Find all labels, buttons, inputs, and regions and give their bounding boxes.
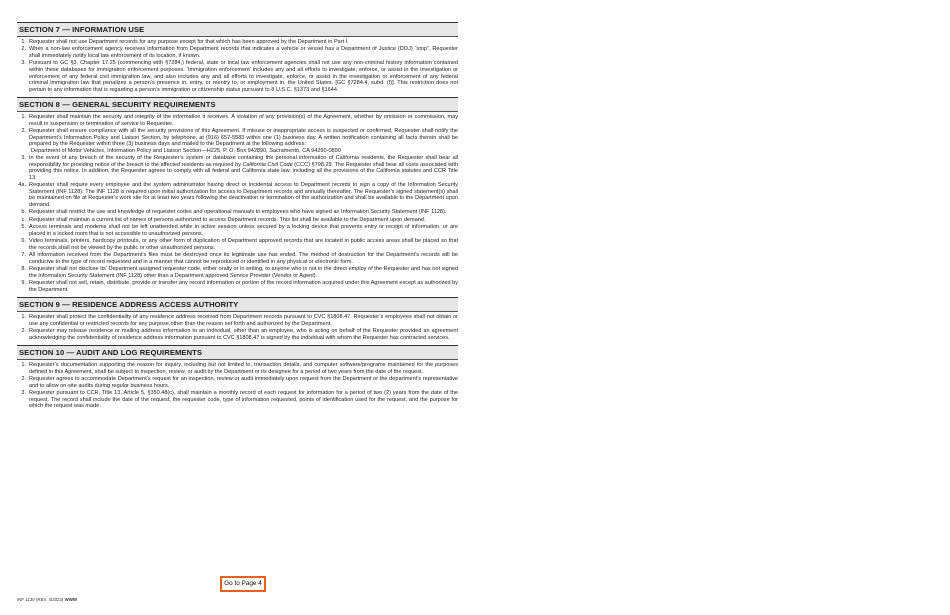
item-text (29, 182, 458, 208)
item-text (29, 60, 458, 93)
item-text-main: Requester shall require every employee and the system administrator having direct or incidental access to Department records to sign a copy of the Information Security Statement (INF 1128). The INF 1128 is required upon initial authorization for access to Department records and annually thereafter. The Requester’s signed statement(s) shall be maintained on file at Requester’s work site for at least two years following the deactivation or termination of the authorization and shall be available to the Department upon demand. (29, 182, 458, 208)
list-item (17, 209, 458, 216)
item-text-main: Requester shall not disclose its’ Department assigned requester code, either orally or in writing, to anyone who is not in the direct employ of the Requester and has not signed the Information Security Statement (INF 1128) other than a Department approved Service Provider (Vendor or Agent). (29, 266, 458, 279)
item-text-main: When a non-law enforcement agency receives information from Department records that indicates a vehicle or vessel has a Department of Justice (DOJ) “stop”, Requester shall immediately notify local law enforcement of its location, if known. (29, 46, 458, 59)
item-number: 7. (21, 252, 26, 259)
item-number: 2. (21, 328, 26, 335)
item-text (29, 209, 458, 216)
section-9 (17, 297, 458, 345)
item-text-main: All information received from the Department’s files must be destroyed once its legitimate use has ended. The method of destruction for the Department’s records will be conducive to the type of record requested and in a manner that cannot be reproduced or identified in any physical or electronic form. (29, 252, 458, 265)
list-item (17, 252, 458, 265)
form-id: INF 1130 (REV. 4/2023) (17, 597, 64, 602)
form-footer (17, 597, 77, 602)
item-number: 9. (21, 280, 26, 287)
form-tag: WWW (64, 597, 78, 602)
item-number: 4a. (18, 182, 26, 189)
item-text (29, 224, 458, 237)
section-8 (17, 97, 458, 297)
list-item (17, 314, 458, 327)
item-text-italic: California Civil Code (242, 161, 293, 168)
list-item (17, 182, 458, 208)
item-number: 3. (21, 390, 26, 396)
item-number: 1. (21, 114, 26, 121)
item-number: 1. (21, 362, 26, 369)
item-text (29, 39, 458, 46)
section-header: SECTION 7 — INFORMATION USE (17, 22, 458, 37)
list-item (17, 362, 458, 375)
item-number: c. (21, 216, 26, 223)
item-text (29, 46, 458, 59)
item-text (29, 128, 458, 154)
list-item (17, 390, 458, 410)
item-text-main: Video terminals, printers, hardcopy printouts, or any other form of duplication of Department approved records that are located in public access areas shall be placed so that the records shall not be viewed by the public or other unauthorized persons. (29, 238, 458, 251)
item-text (29, 238, 458, 251)
list-item (17, 376, 458, 389)
list-item (17, 155, 458, 181)
item-number: 2. (21, 376, 26, 383)
list-item (17, 266, 458, 279)
item-text-main: Requester shall maintain the security and integrity of the information it receives. A violation of any provision(s) of the Agreement, whether by omission or commission, may result in suspension or termination of service to Requester. (29, 114, 458, 127)
item-text (29, 362, 458, 375)
list-item (17, 217, 458, 224)
list-item (17, 46, 458, 59)
item-text (29, 266, 458, 279)
section-items (17, 112, 458, 297)
list-item (17, 39, 458, 46)
item-text (29, 114, 458, 127)
item-text-main: Requester shall restrict the use and knowledge of requester codes and operational manuals to employees who have signed an Information Security Statement (INF 1128). (29, 209, 447, 216)
item-number: 1. (21, 314, 26, 321)
item-text-main: Access terminals and modems shall not be left unattended while in active session unless secured by a locking device that prevents entry or receipt of information, or are placed in a locked room that is not accessible to unauthorized persons. (29, 224, 458, 237)
list-item (17, 128, 458, 154)
item-text (29, 314, 458, 327)
item-text-main: Requester shall maintain a current list of names of persons authorized to access Department records. This list shall be available to the Department upon demand. (29, 216, 426, 223)
document-page (17, 22, 458, 414)
section-items (17, 37, 458, 97)
item-text (29, 376, 458, 389)
item-text (29, 280, 458, 293)
list-item (17, 114, 458, 127)
section-header: SECTION 8 — GENERAL SECURITY REQUIREMENTS (17, 97, 458, 112)
section-7 (17, 22, 458, 97)
item-number: 3. (21, 155, 26, 162)
item-number: 2. (21, 128, 26, 135)
item-number: 1. (21, 39, 26, 45)
item-number: 2. (21, 46, 26, 53)
item-text-main: Requester shall protect the confidentiality of any residence address received from Department records pursuant to CVC §1808.47. Requester’s employees shall not obtain or use any confidential or restricted records for any purpose other than the reason set forth and authorized by the Department. (29, 314, 458, 327)
mailing-address: Department of Motor Vehicles, Information Policy and Liaison Section—H225, P. O. Box 942890, Sacramento, CA 94290-0890 (31, 147, 341, 154)
item-text (29, 252, 458, 265)
list-item (17, 328, 458, 341)
item-text-main: Requester shall ensure compliance with all the security provisions of this Agreement. If misuse or inappropriate access is suspected or confirmed, Requester shall notify the Department’s Information Policy and Liaison Section, by telephone, at (916) 657-5583 within one (1) business day. A written notification containing all facts therein shall be prepared by the Requester within three (3) business days and mailed to the Department at the following address: (29, 128, 458, 148)
item-number: 6. (21, 238, 26, 245)
item-text (29, 390, 458, 410)
item-text-main: Requester’s documentation supporting the reason for inquiry, including but not limited to, transaction details, and computer software/programs maintained for the purposes defined in this Agreement, shall be subject to inspection, review, or audit by the Department or its designee for a period of two years from the date of the request. (29, 362, 458, 375)
item-text-main: Requester shall not sell, retain, distribute, provide or transfer any record information or portion of the record information acquired under this Agreement except as authorized by the Department. (29, 280, 458, 293)
item-text-main: Requester agrees to accommodate Department’s request for an inspection, review or audit immediately upon request from the Department or the department’s representative and to allow on-site audits during regular business hours. (29, 376, 458, 389)
item-text-main: Requester may release residence or mailing address information to an individual, other than an employee, who is acting on behalf of the Requester provided an agreement acknowledging the confidentiality of residence address information pursuant to CVC §1808.47 is signed by the individual with whom the Requester has contracted services. (29, 328, 458, 341)
item-number: 3. (21, 60, 26, 67)
list-item (17, 60, 458, 93)
section-header: SECTION 10 — AUDIT AND LOG REQUIREMENTS (17, 345, 458, 360)
item-text-main: In the event of any breach of the security of the Requester’s system or database containing the personal information of California residents, the Requester shall bear all responsibility for providing notice of the breach to the affected residents as required by (29, 155, 458, 168)
list-item (17, 224, 458, 237)
item-text-main: Pursuant to GC §3, Chapter 17.25 (commencing with §7284,) federal, state or local law enforcement agencies shall not use any non-criminal history information contained within these databases for immigration enforcement purposes. ‘Immigration enforcement’ includes any and all efforts to investigate, enforce, or assist in the investigation or enforcement of any federal civil immigration law, and also includes any and all efforts to investigate, enforce, or assist in the investigation or enforcement of any federal criminal immigration law that penalizes a person’s presence in, entry, or reentry to, or employment in, the United States. [GC §7284.4, subd. (f)]. This restriction does not pertain to any information that is regarding a person’s immigration or citizenship status pursuant to 8 U.S.C. §1373 and §1644. (29, 60, 458, 93)
section-items (17, 360, 458, 414)
item-text (29, 217, 458, 224)
go-to-page-4-button[interactable]: Go to Page 4 (220, 576, 266, 592)
section-10 (17, 345, 458, 414)
list-item (17, 238, 458, 251)
item-number: 8. (21, 266, 26, 273)
section-items (17, 312, 458, 345)
item-text (29, 155, 458, 181)
item-text-main: Requester pursuant to CCR, Title 13, Article 5, §350.48(c), shall maintain a monthly record of each request for information for a period of two (2) years from the date of the request. The record shall include the date of the request, the requester code, type of information requested, points of identification used for the request, and the purpose for which the request was made. (29, 390, 458, 410)
item-text (29, 328, 458, 341)
item-text-continued: (CCC) §798.29. The Requester shall bear all costs associated with providing this notice. In addition, the Requester agrees to comply with all federal and California state law, including all the provisions of the California statutes and CCR Title 13. (29, 161, 459, 181)
item-number: b. (21, 209, 26, 216)
section-header: SECTION 9 — RESIDENCE ADDRESS ACCESS AUTHORITY (17, 297, 458, 312)
list-item (17, 280, 458, 293)
item-number: 5. (21, 224, 26, 231)
item-text-main: Requester shall not use Department records for any purpose except for that which has been approved by the Department in Part I. (29, 39, 349, 45)
